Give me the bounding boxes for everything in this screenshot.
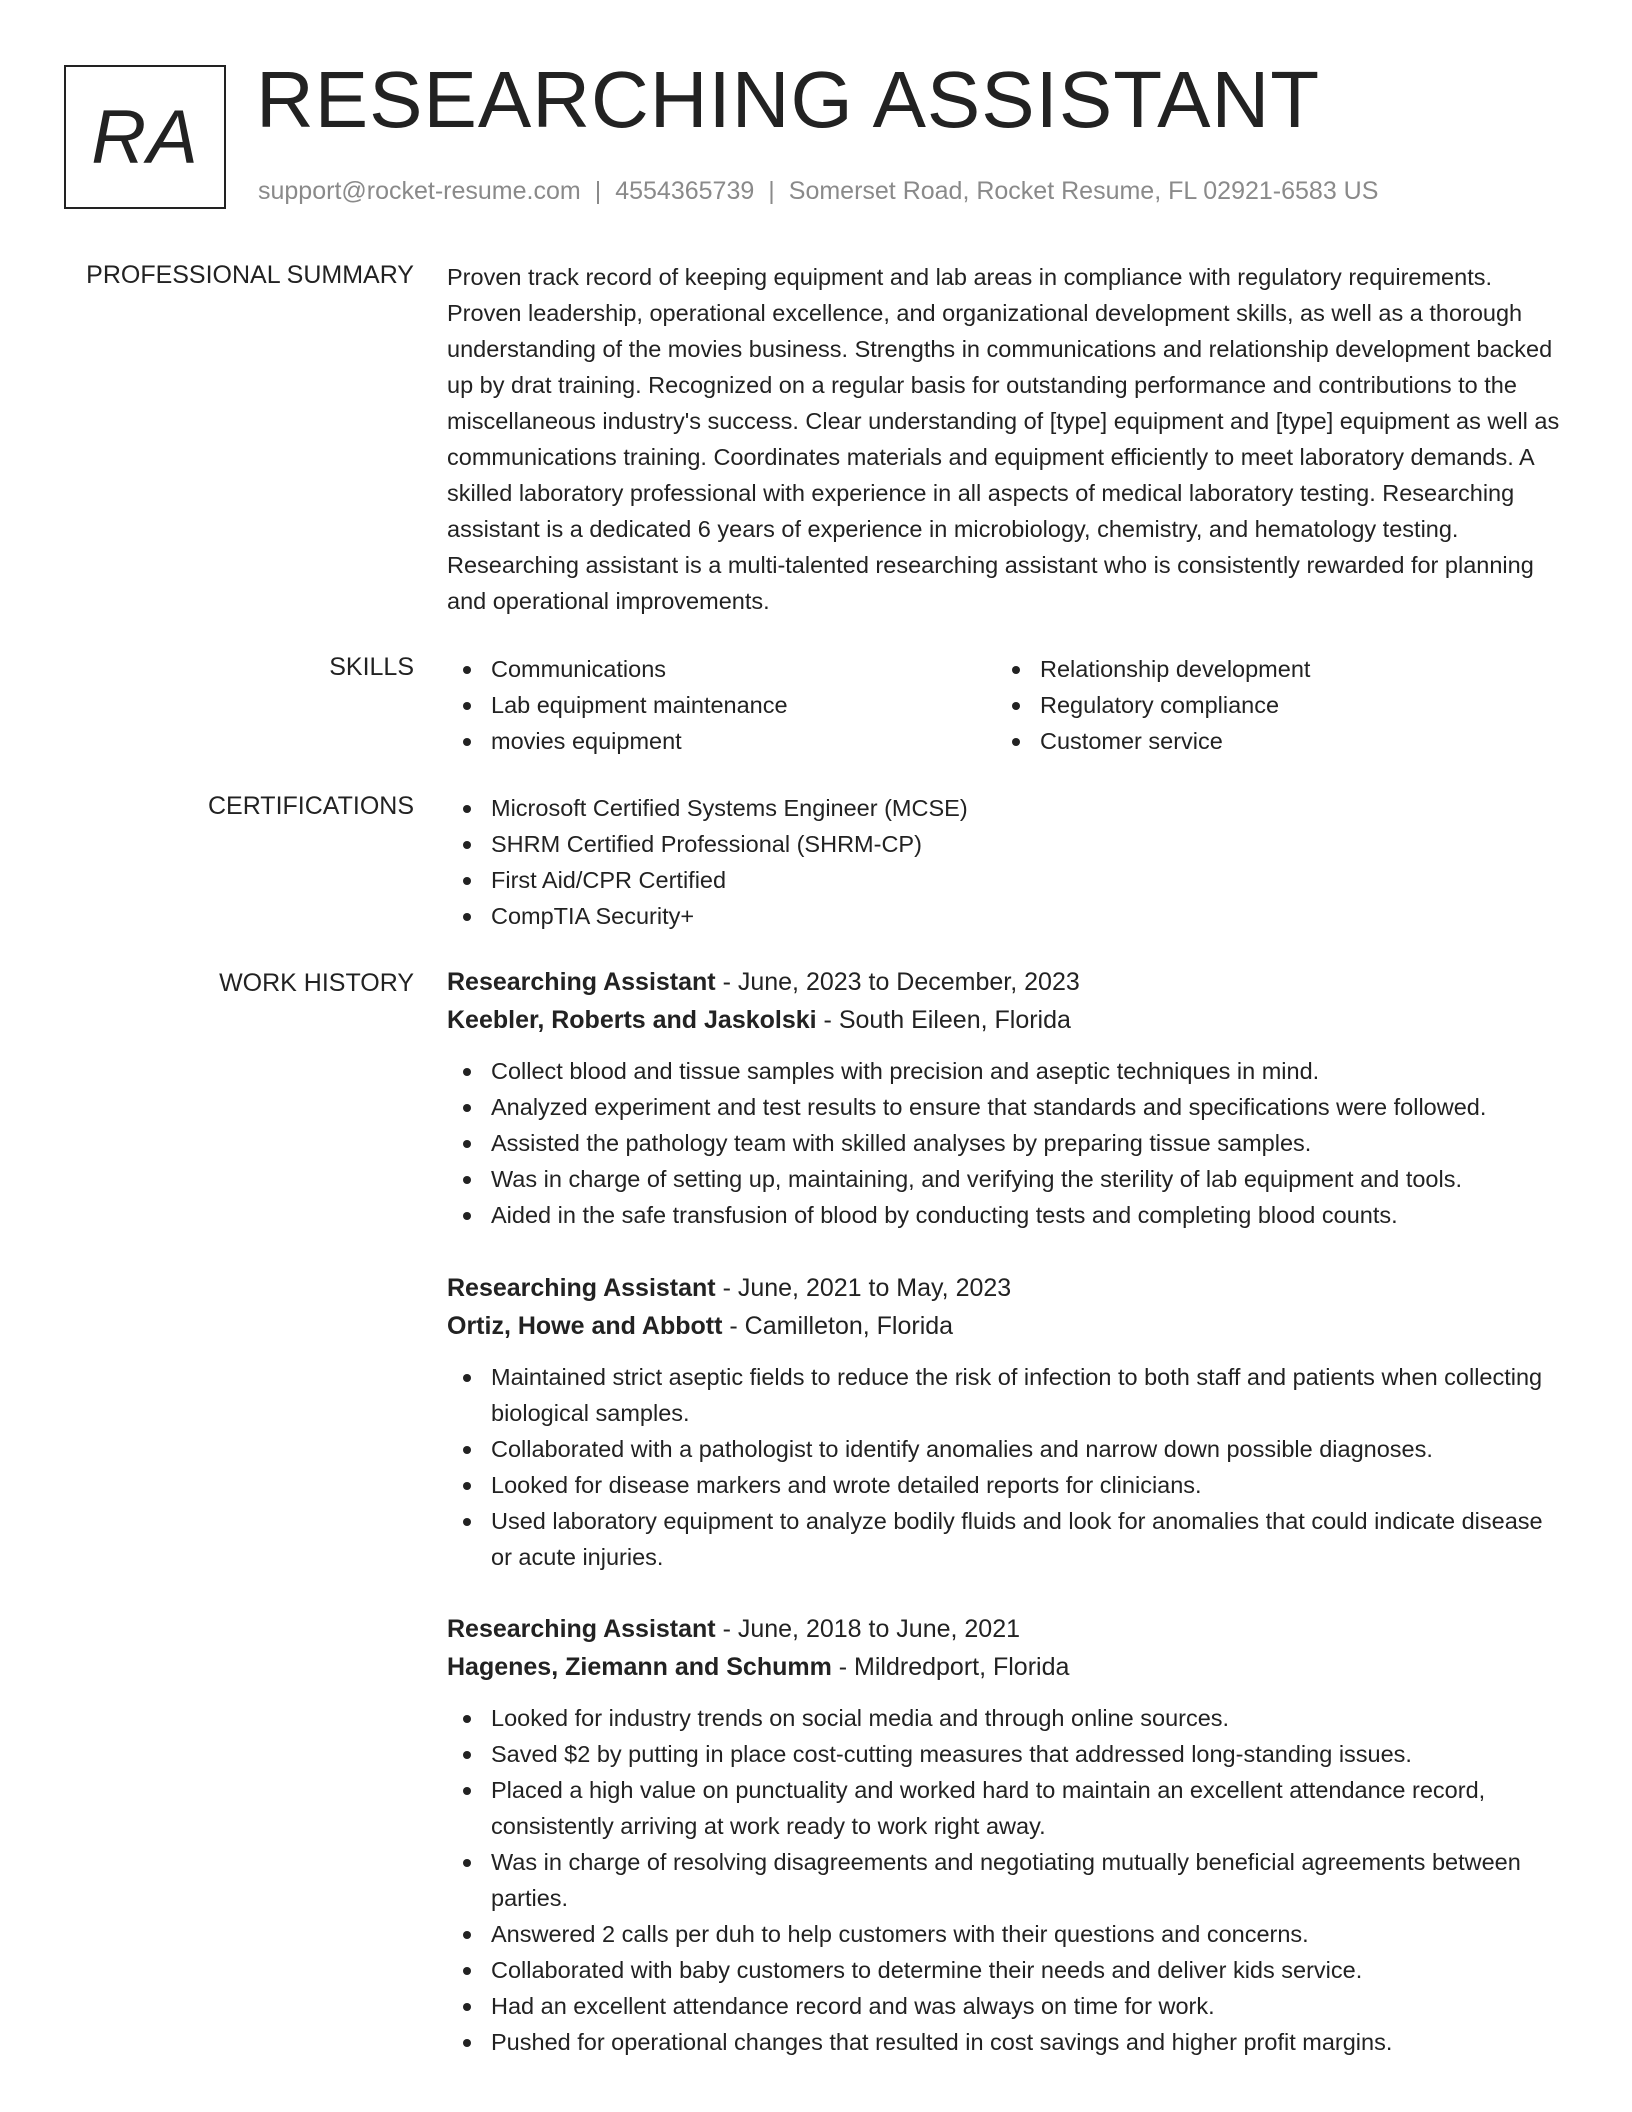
job-bullet: Maintained strict aseptic fields to reduce the risk of infection to both staff and patients when collecting biological samples. bbox=[447, 1359, 1562, 1431]
job-bullets bbox=[447, 1053, 1562, 1233]
job-bullets bbox=[447, 1700, 1562, 2060]
job-bullet: Collaborated with baby customers to determine their needs and deliver kids service. bbox=[447, 1952, 1562, 1988]
job-bullet: Placed a high value on punctuality and worked hard to maintain an excellent attendance record, consistently arriving at work ready to work right away. bbox=[447, 1772, 1562, 1844]
monogram-initials: RA bbox=[91, 94, 199, 180]
skill-item: movies equipment bbox=[447, 723, 996, 759]
certification-item: Microsoft Certified Systems Engineer (MCSE) bbox=[447, 790, 1562, 826]
job-company-line bbox=[447, 1648, 1562, 1686]
job-dates: - June, 2018 to June, 2021 bbox=[715, 1615, 1021, 1643]
contact-separator: | bbox=[594, 177, 602, 205]
contact-line bbox=[258, 176, 1378, 206]
summary-heading: PROFESSIONAL SUMMARY bbox=[86, 261, 414, 289]
certification-item: CompTIA Security+ bbox=[447, 898, 1562, 934]
skill-item: Lab equipment maintenance bbox=[447, 687, 996, 723]
job-location: - Mildredport, Florida bbox=[831, 1653, 1070, 1681]
job-location: - South Eileen, Florida bbox=[816, 1006, 1071, 1034]
job-location: - Camilleton, Florida bbox=[722, 1312, 954, 1340]
skill-item: Relationship development bbox=[996, 651, 1562, 687]
summary-text: Proven track record of keeping equipment and lab areas in compliance with regulatory requirements. Proven leadership, operational excellence, and organizational development skills, as well as a thorough understanding of the movies business. Strengths in communications and relationship development backed up by drat training. Recognized on a regular basis for outstanding performance and contributions to the miscellaneous industry's success. Clear understanding of [type] equipment and [type] equipment as well as communications training. Coordinates materials and equipment efficiently to meet laboratory demands. A skilled laboratory professional with experience in all aspects of medical laboratory testing. Researching assistant is a dedicated 6 years of experience in microbiology, chemistry, and hematology testing. Researching assistant is a multi-talented researching assistant who is consistently rewarded for planning and operational improvements. bbox=[447, 264, 1560, 614]
job-title-line bbox=[447, 1610, 1562, 1648]
job-entry bbox=[447, 1269, 1562, 1575]
job-bullet: Was in charge of setting up, maintaining, and verifying the sterility of lab equipment and tools. bbox=[447, 1161, 1562, 1197]
job-bullet: Was in charge of resolving disagreements and negotiating mutually beneficial agreements between parties. bbox=[447, 1844, 1562, 1916]
job-bullet: Looked for disease markers and wrote detailed reports for clinicians. bbox=[447, 1467, 1562, 1503]
job-company-line bbox=[447, 1001, 1562, 1039]
job-title-line bbox=[447, 1269, 1562, 1307]
job-company: Hagenes, Ziemann and Schumm bbox=[447, 1653, 832, 1681]
contact-separator: | bbox=[768, 177, 775, 205]
job-dates: - June, 2021 to May, 2023 bbox=[715, 1274, 1012, 1302]
job-bullet: Had an excellent attendance record and was always on time for work. bbox=[447, 1988, 1562, 2024]
certifications-list bbox=[447, 790, 1562, 934]
job-title: Researching Assistant bbox=[447, 1615, 716, 1643]
job-bullet: Looked for industry trends on social media and through online sources. bbox=[447, 1700, 1562, 1736]
job-bullet: Collect blood and tissue samples with precision and aseptic techniques in mind. bbox=[447, 1053, 1562, 1089]
certifications-heading: CERTIFICATIONS bbox=[207, 792, 414, 820]
contact-email: support@rocket-resume.com bbox=[258, 177, 581, 205]
work-history-heading: WORK HISTORY bbox=[219, 969, 414, 997]
candidate-name: RESEARCHING ASSISTANT bbox=[256, 55, 1321, 144]
job-entry bbox=[447, 1610, 1562, 2060]
skill-item: Communications bbox=[447, 651, 996, 687]
certification-item: SHRM Certified Professional (SHRM-CP) bbox=[447, 826, 1562, 862]
job-bullet: Saved $2 by putting in place cost-cutting measures that addressed long-standing issues. bbox=[447, 1736, 1562, 1772]
job-title: Researching Assistant bbox=[447, 1274, 716, 1302]
contact-address: Somerset Road, Rocket Resume, FL 02921-6583 US bbox=[788, 177, 1379, 205]
job-bullet: Aided in the safe transfusion of blood by conducting tests and completing blood counts. bbox=[447, 1197, 1562, 1233]
job-bullet: Analyzed experiment and test results to ensure that standards and specifications were followed. bbox=[447, 1089, 1562, 1125]
monogram-badge bbox=[64, 65, 226, 209]
job-company: Keebler, Roberts and Jaskolski bbox=[447, 1006, 817, 1034]
job-entry bbox=[447, 963, 1562, 1233]
skill-item: Regulatory compliance bbox=[996, 687, 1562, 723]
job-bullet: Used laboratory equipment to analyze bodily fluids and look for anomalies that could indicate disease or acute injuries. bbox=[447, 1503, 1562, 1575]
skills-heading: SKILLS bbox=[329, 653, 414, 681]
job-dates: - June, 2023 to December, 2023 bbox=[715, 968, 1080, 996]
certification-item: First Aid/CPR Certified bbox=[447, 862, 1562, 898]
job-bullet: Pushed for operational changes that resulted in cost savings and higher profit margins. bbox=[447, 2024, 1562, 2060]
job-bullets bbox=[447, 1359, 1562, 1575]
job-title: Researching Assistant bbox=[447, 968, 716, 996]
job-title-line bbox=[447, 963, 1562, 1001]
job-bullet: Collaborated with a pathologist to identify anomalies and narrow down possible diagnoses. bbox=[447, 1431, 1562, 1467]
job-bullet: Answered 2 calls per duh to help customers with their questions and concerns. bbox=[447, 1916, 1562, 1952]
skills-list bbox=[447, 651, 1562, 759]
job-bullet: Assisted the pathology team with skilled analyses by preparing tissue samples. bbox=[447, 1125, 1562, 1161]
contact-phone: 4554365739 bbox=[615, 177, 755, 205]
job-company: Ortiz, Howe and Abbott bbox=[447, 1312, 723, 1340]
job-company-line bbox=[447, 1307, 1562, 1345]
skill-item: Customer service bbox=[996, 723, 1562, 759]
